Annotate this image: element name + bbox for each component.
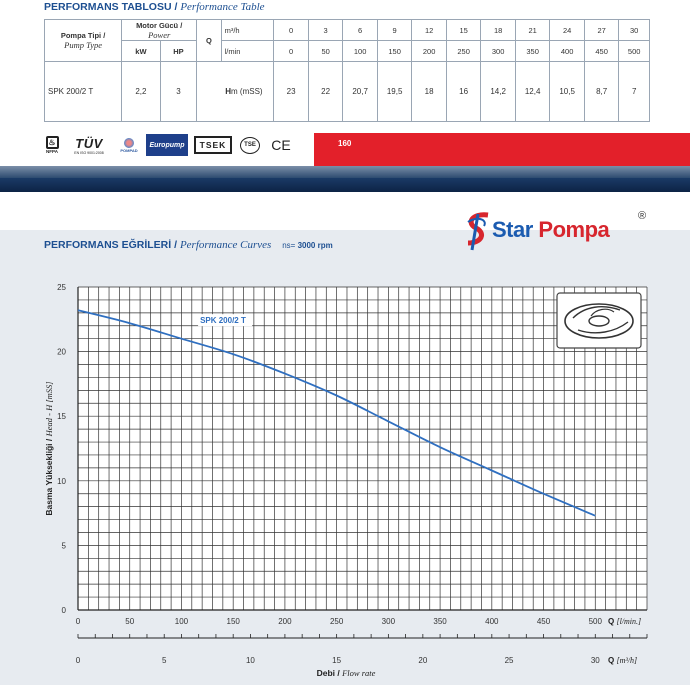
pompad-logo-icon: POMPAD bbox=[116, 134, 142, 156]
x-tick-label-lmin: 400 bbox=[485, 617, 499, 626]
q-m3h-cell: 15 bbox=[446, 20, 481, 41]
q-lmin-cell: 0 bbox=[274, 41, 309, 62]
x-tick-label-lmin: 150 bbox=[226, 617, 240, 626]
x-unit-m3h-label: Q [m³/h] bbox=[608, 656, 638, 665]
tuv-logo-icon: TÜV EN ISO 9001:2008 bbox=[74, 135, 104, 155]
head-cell: 10,5 bbox=[550, 62, 585, 122]
head-cell: 7 bbox=[619, 62, 650, 122]
q-m3h-cell: 12 bbox=[412, 20, 447, 41]
series-label: SPK 200/2 T bbox=[200, 316, 246, 326]
head-cell: 12,4 bbox=[515, 62, 550, 122]
header-q: Q bbox=[197, 20, 221, 62]
performance-table-title: PERFORMANS TABLOSU / Performance Table bbox=[44, 1, 265, 13]
q-m3h-cell: 0 bbox=[274, 20, 309, 41]
head-cell: 18 bbox=[412, 62, 447, 122]
x-tick-label-lmin: 350 bbox=[433, 617, 447, 626]
x-tick-label-lmin: 0 bbox=[75, 617, 81, 626]
europump-logo-icon: Europump bbox=[146, 134, 188, 156]
y-tick-label: 0 bbox=[61, 606, 66, 615]
page-number: 160 bbox=[338, 139, 352, 148]
q-lmin-cell: 500 bbox=[619, 41, 650, 62]
q-m3h-cell: 21 bbox=[515, 20, 550, 41]
q-m3h-cell: 9 bbox=[377, 20, 412, 41]
head-cell: 20,7 bbox=[343, 62, 378, 122]
y-tick-label: 10 bbox=[57, 476, 66, 486]
header-unit-lmin: l/min bbox=[221, 41, 274, 62]
x-tick-label-m3h: 5 bbox=[161, 656, 167, 665]
x-tick-label-m3h: 15 bbox=[332, 656, 342, 665]
q-lmin-cell: 450 bbox=[584, 41, 619, 62]
x-tick-label-m3h: 25 bbox=[504, 656, 514, 665]
tsek-logo-icon: TSEK bbox=[194, 136, 232, 154]
head-cell: 8,7 bbox=[584, 62, 619, 122]
x-tick-label-lmin: 50 bbox=[125, 617, 135, 626]
head-cell: 23 bbox=[274, 62, 309, 122]
row-model: SPK 200/2 T bbox=[45, 62, 122, 122]
header-pump-type: Pompa Tipi / Pump Type bbox=[45, 20, 122, 62]
header-motor-power: Motor Gücü / Power bbox=[122, 20, 197, 41]
q-m3h-cell: 6 bbox=[343, 20, 378, 41]
x-tick-label-m3h: 0 bbox=[75, 656, 81, 665]
registered-mark: ® bbox=[638, 210, 647, 222]
tse-logo-icon: TSE bbox=[238, 134, 262, 156]
impeller-icon bbox=[557, 293, 641, 348]
brand-name: Star Pompa bbox=[492, 217, 610, 242]
q-m3h-cell: 18 bbox=[481, 20, 516, 41]
x-tick-label-m3h: 20 bbox=[418, 656, 428, 665]
x-tick-label-lmin: 300 bbox=[381, 617, 396, 626]
q-lmin-cell: 400 bbox=[550, 41, 585, 62]
q-m3h-cell: 30 bbox=[619, 20, 650, 41]
row-head-label: Hm (mSS) bbox=[197, 62, 274, 122]
q-lmin-cell: 300 bbox=[481, 41, 516, 62]
y-tick-label: 15 bbox=[57, 412, 66, 422]
x-tick-label-lmin: 200 bbox=[278, 617, 292, 626]
q-lmin-cell: 150 bbox=[377, 41, 412, 62]
y-tick-label: 25 bbox=[57, 283, 66, 292]
head-cell: 14,2 bbox=[481, 62, 516, 122]
q-lmin-cell: 100 bbox=[343, 41, 378, 62]
q-lmin-cell: 250 bbox=[446, 41, 481, 62]
header-kw: kW bbox=[122, 41, 161, 62]
header-unit-m3h: m³/h bbox=[221, 20, 274, 41]
x-tick-label-lmin: 500 bbox=[588, 617, 602, 626]
ce-mark-icon: CE bbox=[271, 137, 291, 153]
q-lmin-cell: 50 bbox=[308, 41, 343, 62]
q-m3h-cell: 24 bbox=[550, 20, 585, 41]
nfpa-logo-icon: ♨ NFPA bbox=[46, 138, 58, 154]
y-tick-label: 20 bbox=[57, 347, 66, 357]
x-tick-label-m3h: 30 bbox=[590, 656, 600, 665]
q-m3h-cell: 27 bbox=[584, 20, 619, 41]
y-axis-title: Basma Yüksekliği / Head - H [mSS] bbox=[44, 381, 54, 516]
q-m3h-cell: 3 bbox=[308, 20, 343, 41]
row-kw: 2,2 bbox=[122, 62, 161, 122]
x-tick-label-lmin: 250 bbox=[329, 617, 344, 626]
q-lmin-cell: 200 bbox=[412, 41, 447, 62]
x-tick-label-m3h: 10 bbox=[245, 656, 255, 665]
head-cell: 16 bbox=[446, 62, 481, 122]
x-unit-lmin-label: Q [l/min.] bbox=[608, 617, 642, 626]
q-lmin-cell: 350 bbox=[515, 41, 550, 62]
y-tick-label: 5 bbox=[61, 541, 66, 551]
x-tick-label-lmin: 450 bbox=[536, 617, 551, 626]
x-tick-label-lmin: 100 bbox=[174, 617, 189, 626]
head-cell: 19,5 bbox=[377, 62, 412, 122]
performance-curves-title: PERFORMANS EĞRİLERİ / Performance Curves ns= 3000 rpm bbox=[44, 239, 333, 251]
row-hp: 3 bbox=[160, 62, 197, 122]
head-cell: 22 bbox=[308, 62, 343, 122]
x-axis-title: Debi / Flow rate bbox=[316, 668, 376, 678]
header-hp: HP bbox=[160, 41, 197, 62]
